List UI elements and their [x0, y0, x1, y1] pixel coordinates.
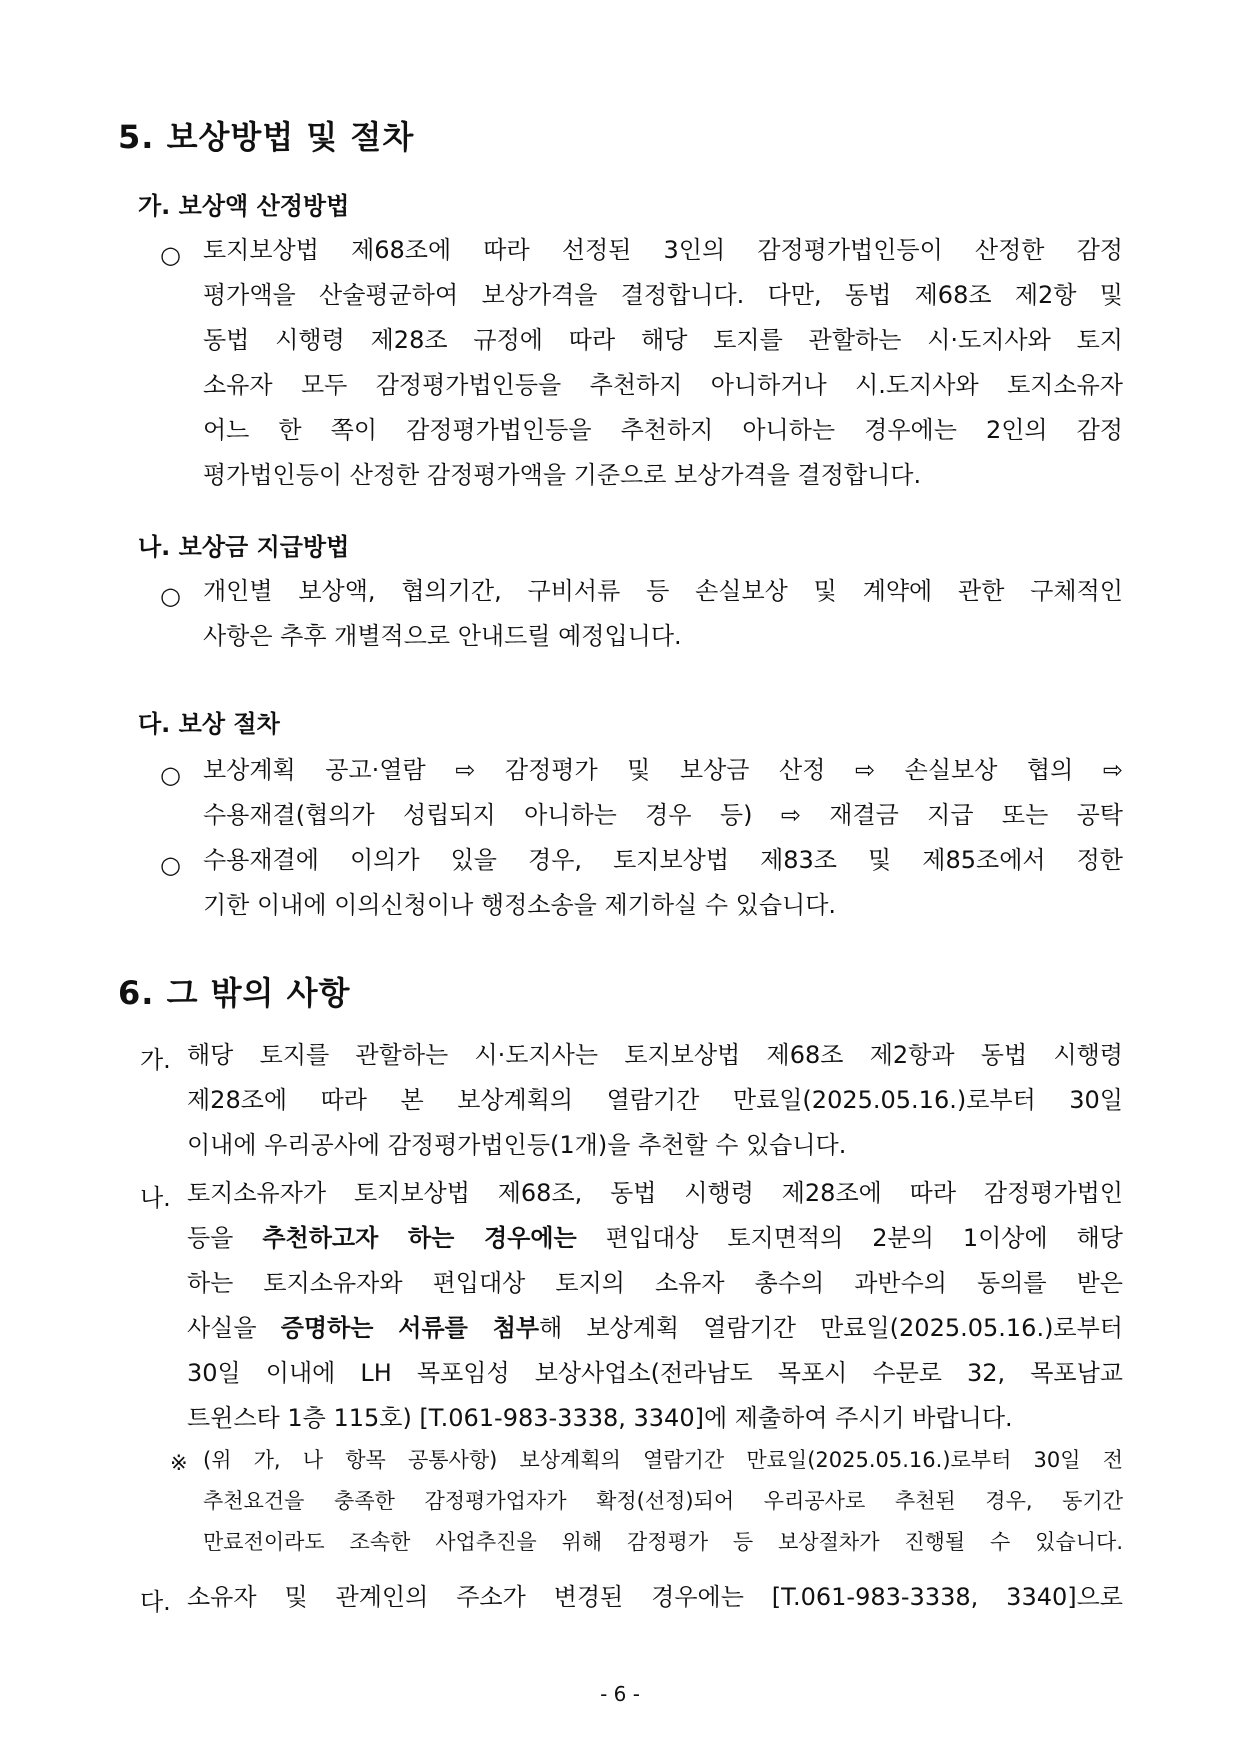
text-line: 추천요건을 충족한 감정평가업자가 확정(선정)되어 우리공사로 추천된 경우, 동기간 — [203, 1489, 1123, 1513]
text-line: 수용재결에 이의가 있을 경우, 토지보상법 제83조 및 제85조에서 정한 — [203, 846, 1123, 874]
text-segment: 사실을 — [187, 1314, 281, 1342]
emphasis-text: 추천하고자 하는 경우에는 — [262, 1224, 577, 1252]
text-line: 토지보상법 제68조에 따라 선정된 3인의 감정평가법인등이 산정한 감정 — [203, 236, 1123, 264]
note-paragraph — [203, 1440, 1123, 1563]
section-5c-heading: 다. 보상 절차 — [138, 710, 280, 738]
step-negotiation: 손실보상 협의 — [904, 756, 1074, 784]
bullet-circle: ○ — [160, 761, 181, 789]
text-line: 평가법인등이 산정한 감정평가액을 기준으로 보상가격을 결정합니다. — [203, 461, 922, 489]
text-line — [187, 1306, 1123, 1351]
text-line: 토지소유자가 토지보상법 제68조, 동법 시행령 제28조에 따라 감정평가법인 — [187, 1179, 1123, 1207]
text-line: (위 가, 나 항목 공통사항) 보상계획의 열람기간 만료일(2025.05.16.)로부터 30일 전 — [203, 1448, 1123, 1472]
text-line: 사항은 추후 개별적으로 안내드릴 예정입니다. — [203, 622, 682, 650]
section-5-title: 5. 보상방법 및 절차 — [118, 118, 415, 156]
bullet-circle: ○ — [160, 241, 181, 269]
arrow-right-icon: ⇨ — [854, 756, 876, 784]
text-line: 해당 토지를 관할하는 시·도지사는 토지보상법 제68조 제2항과 동법 시행령 — [187, 1041, 1123, 1069]
step-announcement: 보상계획 공고·열람 — [203, 756, 426, 784]
text-line: 30일 이내에 LH 목포임성 보상사업소(전라남도 목포시 수문로 32, 목포남교 — [187, 1359, 1123, 1387]
item-marker: 다. — [140, 1588, 171, 1616]
text-line: 평가액을 산술평균하여 보상가격을 결정합니다. 다만, 동법 제68조 제2항 및 — [203, 281, 1123, 309]
step-expropriation: 수용재결(협의가 성립되지 아니하는 경우 등) — [203, 801, 753, 829]
page-number: - 6 - — [600, 1682, 640, 1706]
item-marker: 가. — [140, 1046, 171, 1074]
procedure-flow — [203, 748, 1123, 838]
section-6-title: 6. 그 밖의 사항 — [118, 974, 351, 1012]
step-appraisal: 감정평가 및 보상금 산정 — [504, 756, 826, 784]
section-6b-paragraph — [187, 1171, 1123, 1441]
bullet-circle: ○ — [160, 582, 181, 610]
text-segment: 해 보상계획 열람기간 만료일(2025.05.16.)로부터 — [539, 1314, 1123, 1342]
arrow-right-icon: ⇨ — [1102, 756, 1123, 784]
text-line: 어느 한 쪽이 감정평가법인등을 추천하지 아니하는 경우에는 2인의 감정 — [203, 416, 1123, 444]
section-6a-paragraph — [187, 1033, 1123, 1168]
text-line: 소유자 및 관계인의 주소가 변경된 경우에는 [T.061-983-3338, 3340]으로 — [187, 1583, 1123, 1611]
text-line: 하는 토지소유자와 편입대상 토지의 소유자 총수의 과반수의 동의를 받은 — [187, 1269, 1123, 1297]
emphasis-text: 증명하는 서류를 첨부 — [280, 1314, 540, 1342]
text-line: 만료전이라도 조속한 사업추진을 위해 감정평가 등 보상절차가 진행될 수 있습니다. — [203, 1530, 1123, 1554]
text-line: 이내에 우리공사에 감정평가법인등(1개)을 추천할 수 있습니다. — [187, 1131, 847, 1159]
arrow-right-icon: ⇨ — [455, 756, 476, 784]
item-marker: 나. — [140, 1184, 171, 1212]
arrow-right-icon: ⇨ — [780, 801, 801, 829]
text-segment: 등을 — [187, 1224, 263, 1252]
section-5b-heading: 나. 보상금 지급방법 — [138, 533, 350, 561]
text-line: 개인별 보상액, 협의기간, 구비서류 등 손실보상 및 계약에 관한 구체적인 — [203, 577, 1123, 605]
text-line — [187, 1216, 1123, 1261]
section-5a-paragraph — [203, 228, 1123, 498]
text-segment: 편입대상 토지면적의 2분의 1이상에 해당 — [576, 1224, 1123, 1252]
procedure-line-1 — [203, 748, 1123, 793]
text-line: 동법 시행령 제28조 규정에 따라 해당 토지를 관할하는 시·도지사와 토지 — [203, 326, 1123, 354]
text-line: 제28조에 따라 본 보상계획의 열람기간 만료일(2025.05.16.)로부터 30일 — [187, 1086, 1123, 1114]
section-5a-heading: 가. 보상액 산정방법 — [138, 192, 350, 220]
note-marker: ※ — [170, 1451, 188, 1475]
section-5b-paragraph — [203, 569, 1123, 659]
text-line: 소유자 모두 감정평가법인등을 추천하지 아니하거나 시.도지사와 토지소유자 — [203, 371, 1123, 399]
text-line: 기한 이내에 이의신청이나 행정소송을 제기하실 수 있습니다. — [203, 891, 837, 919]
step-payment: 재결금 지급 또는 공탁 — [829, 801, 1123, 829]
section-6c-paragraph — [187, 1575, 1123, 1620]
bullet-circle: ○ — [160, 851, 181, 879]
procedure-line-2 — [203, 793, 1123, 838]
objection-paragraph — [203, 838, 1123, 928]
text-line: 트윈스타 1층 115호) [T.061-983-3338, 3340]에 제출하여 주시기 바랍니다. — [187, 1404, 1013, 1432]
